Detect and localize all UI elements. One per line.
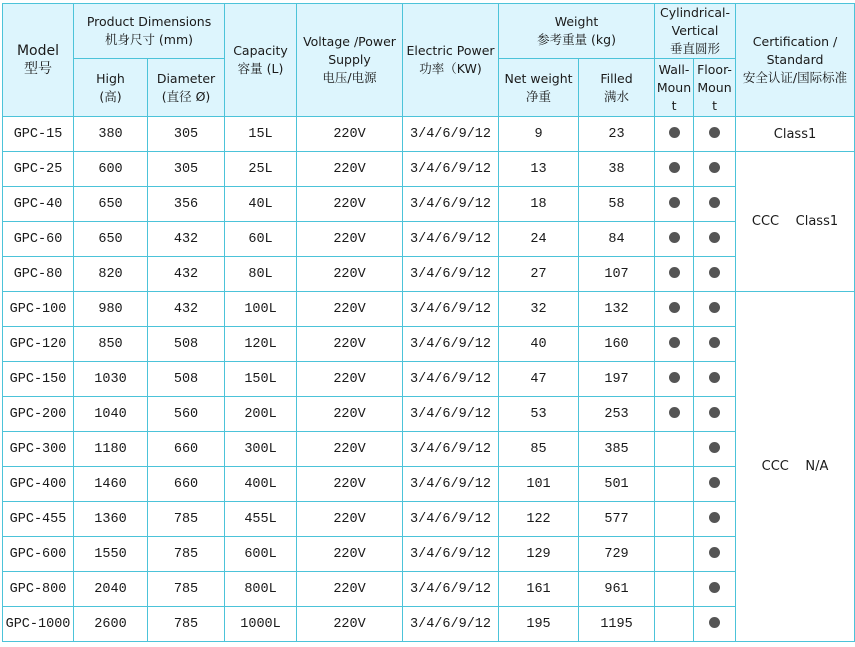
table-row bbox=[3, 432, 855, 467]
filled-cell: 160 bbox=[579, 327, 655, 362]
diameter-cell: 560 bbox=[148, 397, 225, 432]
floor-mount-cell bbox=[694, 467, 736, 502]
net-weight-cell: 47 bbox=[499, 362, 579, 397]
wall-mount-cell bbox=[655, 152, 694, 187]
wall-mount-cell bbox=[655, 257, 694, 292]
certification-cell: Class1 bbox=[736, 117, 855, 152]
filled-circle-icon bbox=[709, 477, 720, 488]
voltage-cell: 220V bbox=[297, 432, 403, 467]
model-cell: GPC-25 bbox=[3, 152, 74, 187]
filled-circle-icon bbox=[709, 127, 720, 138]
floor-mount-cell bbox=[694, 327, 736, 362]
power-cell: 3/4/6/9/12 bbox=[403, 467, 499, 502]
wall-mount-cell bbox=[655, 502, 694, 537]
filled-circle-icon bbox=[709, 197, 720, 208]
table-row bbox=[3, 502, 855, 537]
filled-cell: 23 bbox=[579, 117, 655, 152]
high-cell: 650 bbox=[74, 222, 148, 257]
floor-mount-cell bbox=[694, 257, 736, 292]
model-cell: GPC-600 bbox=[3, 537, 74, 572]
header-filled: Filled 满水 bbox=[579, 59, 655, 117]
floor-mount-cell bbox=[694, 607, 736, 642]
table-row bbox=[3, 222, 855, 257]
spec-table bbox=[2, 3, 855, 642]
model-cell: GPC-100 bbox=[3, 292, 74, 327]
voltage-cell: 220V bbox=[297, 152, 403, 187]
table-row bbox=[3, 292, 855, 327]
model-cell: GPC-80 bbox=[3, 257, 74, 292]
model-cell: GPC-400 bbox=[3, 467, 74, 502]
header-model: Model 型号 bbox=[3, 4, 74, 117]
filled-circle-icon bbox=[669, 197, 680, 208]
floor-mount-cell bbox=[694, 222, 736, 257]
diameter-cell: 432 bbox=[148, 257, 225, 292]
capacity-cell: 150L bbox=[225, 362, 297, 397]
wall-mount-cell bbox=[655, 222, 694, 257]
floor-mount-cell bbox=[694, 292, 736, 327]
filled-circle-icon bbox=[709, 302, 720, 313]
power-cell: 3/4/6/9/12 bbox=[403, 222, 499, 257]
capacity-cell: 60L bbox=[225, 222, 297, 257]
model-cell: GPC-150 bbox=[3, 362, 74, 397]
filled-cell: 84 bbox=[579, 222, 655, 257]
floor-mount-cell bbox=[694, 362, 736, 397]
voltage-cell: 220V bbox=[297, 117, 403, 152]
diameter-cell: 432 bbox=[148, 292, 225, 327]
table-row bbox=[3, 327, 855, 362]
filled-cell: 58 bbox=[579, 187, 655, 222]
power-cell: 3/4/6/9/12 bbox=[403, 257, 499, 292]
net-weight-cell: 18 bbox=[499, 187, 579, 222]
filled-circle-icon bbox=[709, 582, 720, 593]
power-cell: 3/4/6/9/12 bbox=[403, 572, 499, 607]
power-cell: 3/4/6/9/12 bbox=[403, 607, 499, 642]
table-row bbox=[3, 117, 855, 152]
net-weight-cell: 27 bbox=[499, 257, 579, 292]
table-row bbox=[3, 607, 855, 642]
filled-circle-icon bbox=[669, 127, 680, 138]
floor-mount-cell bbox=[694, 187, 736, 222]
power-cell: 3/4/6/9/12 bbox=[403, 327, 499, 362]
model-cell: GPC-800 bbox=[3, 572, 74, 607]
high-cell: 1040 bbox=[74, 397, 148, 432]
power-cell: 3/4/6/9/12 bbox=[403, 432, 499, 467]
voltage-cell: 220V bbox=[297, 362, 403, 397]
diameter-cell: 508 bbox=[148, 362, 225, 397]
diameter-cell: 305 bbox=[148, 117, 225, 152]
floor-mount-cell bbox=[694, 117, 736, 152]
floor-mount-cell bbox=[694, 572, 736, 607]
net-weight-cell: 13 bbox=[499, 152, 579, 187]
high-cell: 1180 bbox=[74, 432, 148, 467]
power-cell: 3/4/6/9/12 bbox=[403, 537, 499, 572]
filled-circle-icon bbox=[669, 407, 680, 418]
model-cell: GPC-120 bbox=[3, 327, 74, 362]
voltage-cell: 220V bbox=[297, 257, 403, 292]
wall-mount-cell bbox=[655, 117, 694, 152]
filled-cell: 38 bbox=[579, 152, 655, 187]
power-cell: 3/4/6/9/12 bbox=[403, 362, 499, 397]
filled-circle-icon bbox=[709, 267, 720, 278]
header-certification: Certification / Standard 安全认证/国际标准 bbox=[736, 4, 855, 117]
voltage-cell: 220V bbox=[297, 607, 403, 642]
header-weight: Weight 参考重量 (kg) bbox=[499, 4, 655, 59]
filled-circle-icon bbox=[669, 267, 680, 278]
diameter-cell: 785 bbox=[148, 502, 225, 537]
high-cell: 600 bbox=[74, 152, 148, 187]
high-cell: 650 bbox=[74, 187, 148, 222]
diameter-cell: 305 bbox=[148, 152, 225, 187]
high-cell: 2040 bbox=[74, 572, 148, 607]
filled-cell: 197 bbox=[579, 362, 655, 397]
header-voltage: Voltage /Power Supply 电压/电源 bbox=[297, 4, 403, 117]
filled-cell: 961 bbox=[579, 572, 655, 607]
table-body bbox=[3, 117, 855, 642]
capacity-cell: 40L bbox=[225, 187, 297, 222]
voltage-cell: 220V bbox=[297, 222, 403, 257]
voltage-cell: 220V bbox=[297, 572, 403, 607]
net-weight-cell: 161 bbox=[499, 572, 579, 607]
diameter-cell: 660 bbox=[148, 432, 225, 467]
capacity-cell: 800L bbox=[225, 572, 297, 607]
power-cell: 3/4/6/9/12 bbox=[403, 117, 499, 152]
capacity-cell: 120L bbox=[225, 327, 297, 362]
diameter-cell: 356 bbox=[148, 187, 225, 222]
header-cylindrical-vertical: Cylindrical- Vertical 垂直圆形 bbox=[655, 4, 736, 59]
filled-circle-icon bbox=[709, 232, 720, 243]
capacity-cell: 455L bbox=[225, 502, 297, 537]
high-cell: 1030 bbox=[74, 362, 148, 397]
capacity-cell: 600L bbox=[225, 537, 297, 572]
filled-circle-icon bbox=[669, 372, 680, 383]
wall-mount-cell bbox=[655, 607, 694, 642]
net-weight-cell: 9 bbox=[499, 117, 579, 152]
power-cell: 3/4/6/9/12 bbox=[403, 152, 499, 187]
wall-mount-cell bbox=[655, 467, 694, 502]
filled-cell: 577 bbox=[579, 502, 655, 537]
model-cell: GPC-455 bbox=[3, 502, 74, 537]
high-cell: 1460 bbox=[74, 467, 148, 502]
header-electric-power: Electric Power 功率（KW) bbox=[403, 4, 499, 117]
filled-circle-icon bbox=[709, 547, 720, 558]
model-cell: GPC-300 bbox=[3, 432, 74, 467]
filled-cell: 132 bbox=[579, 292, 655, 327]
net-weight-cell: 122 bbox=[499, 502, 579, 537]
filled-cell: 107 bbox=[579, 257, 655, 292]
wall-mount-cell bbox=[655, 327, 694, 362]
wall-mount-cell bbox=[655, 572, 694, 607]
voltage-cell: 220V bbox=[297, 187, 403, 222]
voltage-cell: 220V bbox=[297, 327, 403, 362]
net-weight-cell: 24 bbox=[499, 222, 579, 257]
power-cell: 3/4/6/9/12 bbox=[403, 397, 499, 432]
voltage-cell: 220V bbox=[297, 397, 403, 432]
high-cell: 980 bbox=[74, 292, 148, 327]
filled-circle-icon bbox=[669, 302, 680, 313]
table-row bbox=[3, 362, 855, 397]
header-net-weight: Net weight 净重 bbox=[499, 59, 579, 117]
header-diameter: Diameter (直径 Ø) bbox=[148, 59, 225, 117]
header-high: High (高) bbox=[74, 59, 148, 117]
filled-circle-icon bbox=[709, 512, 720, 523]
filled-circle-icon bbox=[709, 442, 720, 453]
voltage-cell: 220V bbox=[297, 502, 403, 537]
diameter-cell: 432 bbox=[148, 222, 225, 257]
capacity-cell: 80L bbox=[225, 257, 297, 292]
model-cell: GPC-40 bbox=[3, 187, 74, 222]
wall-mount-cell bbox=[655, 537, 694, 572]
voltage-cell: 220V bbox=[297, 467, 403, 502]
capacity-cell: 15L bbox=[225, 117, 297, 152]
table-row bbox=[3, 152, 855, 187]
filled-circle-icon bbox=[709, 617, 720, 628]
filled-circle-icon bbox=[669, 232, 680, 243]
floor-mount-cell bbox=[694, 537, 736, 572]
model-cell: GPC-15 bbox=[3, 117, 74, 152]
power-cell: 3/4/6/9/12 bbox=[403, 292, 499, 327]
filled-circle-icon bbox=[669, 337, 680, 348]
net-weight-cell: 53 bbox=[499, 397, 579, 432]
model-cell: GPC-200 bbox=[3, 397, 74, 432]
wall-mount-cell bbox=[655, 292, 694, 327]
table-row bbox=[3, 187, 855, 222]
net-weight-cell: 32 bbox=[499, 292, 579, 327]
power-cell: 3/4/6/9/12 bbox=[403, 502, 499, 537]
high-cell: 380 bbox=[74, 117, 148, 152]
high-cell: 1360 bbox=[74, 502, 148, 537]
filled-circle-icon bbox=[669, 162, 680, 173]
net-weight-cell: 195 bbox=[499, 607, 579, 642]
header-product-dimensions: Product Dimensions 机身尺寸 (mm) bbox=[74, 4, 225, 59]
filled-cell: 385 bbox=[579, 432, 655, 467]
table-row bbox=[3, 397, 855, 432]
filled-circle-icon bbox=[709, 162, 720, 173]
header-floor-mount: Floor- Moun t bbox=[694, 59, 736, 117]
filled-circle-icon bbox=[709, 407, 720, 418]
high-cell: 1550 bbox=[74, 537, 148, 572]
high-cell: 820 bbox=[74, 257, 148, 292]
capacity-cell: 1000L bbox=[225, 607, 297, 642]
table-row bbox=[3, 257, 855, 292]
net-weight-cell: 129 bbox=[499, 537, 579, 572]
filled-cell: 729 bbox=[579, 537, 655, 572]
capacity-cell: 200L bbox=[225, 397, 297, 432]
diameter-cell: 785 bbox=[148, 537, 225, 572]
header-wall-mount: Wall- Moun t bbox=[655, 59, 694, 117]
high-cell: 850 bbox=[74, 327, 148, 362]
wall-mount-cell bbox=[655, 187, 694, 222]
voltage-cell: 220V bbox=[297, 537, 403, 572]
capacity-cell: 100L bbox=[225, 292, 297, 327]
wall-mount-cell bbox=[655, 432, 694, 467]
capacity-cell: 300L bbox=[225, 432, 297, 467]
capacity-cell: 25L bbox=[225, 152, 297, 187]
power-cell: 3/4/6/9/12 bbox=[403, 187, 499, 222]
net-weight-cell: 40 bbox=[499, 327, 579, 362]
voltage-cell: 220V bbox=[297, 292, 403, 327]
model-cell: GPC-1000 bbox=[3, 607, 74, 642]
certification-cell: CCC Class1 bbox=[736, 152, 855, 292]
filled-circle-icon bbox=[709, 337, 720, 348]
floor-mount-cell bbox=[694, 152, 736, 187]
diameter-cell: 660 bbox=[148, 467, 225, 502]
diameter-cell: 508 bbox=[148, 327, 225, 362]
table-row bbox=[3, 467, 855, 502]
diameter-cell: 785 bbox=[148, 607, 225, 642]
table-row bbox=[3, 572, 855, 607]
certification-cell: CCC N/A bbox=[736, 292, 855, 642]
net-weight-cell: 101 bbox=[499, 467, 579, 502]
header-capacity: Capacity 容量 (L) bbox=[225, 4, 297, 117]
floor-mount-cell bbox=[694, 397, 736, 432]
filled-cell: 253 bbox=[579, 397, 655, 432]
diameter-cell: 785 bbox=[148, 572, 225, 607]
filled-cell: 1195 bbox=[579, 607, 655, 642]
wall-mount-cell bbox=[655, 362, 694, 397]
wall-mount-cell bbox=[655, 397, 694, 432]
capacity-cell: 400L bbox=[225, 467, 297, 502]
net-weight-cell: 85 bbox=[499, 432, 579, 467]
table-row bbox=[3, 537, 855, 572]
floor-mount-cell bbox=[694, 432, 736, 467]
model-cell: GPC-60 bbox=[3, 222, 74, 257]
floor-mount-cell bbox=[694, 502, 736, 537]
high-cell: 2600 bbox=[74, 607, 148, 642]
filled-circle-icon bbox=[709, 372, 720, 383]
filled-cell: 501 bbox=[579, 467, 655, 502]
